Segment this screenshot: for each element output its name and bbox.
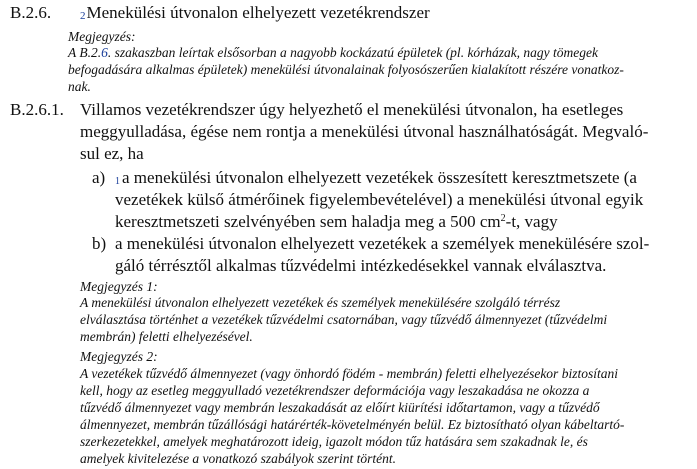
section-number: B.2.6. [10, 3, 52, 22]
note-2-label: Megjegyzés 2: [80, 349, 158, 364]
note-text-post: . szakaszban leírtak elsősorban a nagyobb kockázatú épületek (pl. kórházak, nagy tömegek [107, 45, 599, 60]
item-a-line-1 [115, 168, 637, 188]
note-2-line-5: szerkezetekkel, amelyek meghatározott ideig, igazolt módon tűz hatására sem szakadnak le, és [80, 434, 588, 449]
item-a-superscript: 2 [500, 213, 506, 224]
section-title-text: Menekülési útvonalon elhelyezett vezetékrendszer [86, 3, 430, 22]
item-a-marker: a) [92, 168, 106, 187]
item-a-line-3-pre: keresztmetszeti szelvényében sem haladja meg a 500 cm [115, 212, 501, 231]
note-2-line-3: tűzvédő álmennyezet vagy membrán leszakadását az előírt kiürítési időtartamon, vagy a tűzvédő [80, 400, 600, 415]
item-b-line-1: a menekülési útvonalon elhelyezett vezetékek a személyek menekülésére szol- [115, 234, 650, 253]
note-text-pre: A B.2. [68, 45, 102, 60]
note-1-line-2: elválasztása történhet a vezetékek tűzvédelmi csatornában, vagy tűzvédő álmennyezet (tűzvédelmi [80, 312, 608, 327]
section-note-label: Megjegyzés: [68, 29, 136, 44]
note-1-line-1: A menekülési útvonalon elhelyezett vezetékek és személyek menekülésére szolgáló térrész [80, 295, 561, 310]
section-note-line-2: befogadására alkalmas épületek) menekülési útvonalainak folyosószerűen kialakított részére vonatkoz- [68, 62, 624, 77]
item-b-line-2: gáló térrésztől alkalmas tűzvédelmi intézkedésekkel vannak elválasztva. [115, 256, 607, 275]
item-b-marker: b) [92, 234, 107, 253]
section-note-line-3: nak. [68, 79, 91, 94]
subsection-line-2: meggyulladása, égése nem rontja a menekülési útvonal használhatóságát. Megvaló- [80, 122, 649, 141]
item-a-sub-marker: 1 [115, 176, 120, 187]
note-2-line-1: A vezetékek tűzvédő álmennyezet (vagy önhordó födém - membrán) feletti elhelyezésekor biztosítani [80, 366, 618, 381]
section-title-prefix: 2 [80, 10, 86, 22]
section-reference-link[interactable]: 6 [101, 45, 108, 60]
item-a-line-2: vezetékek külső átmérőinek figyelembevételével) a menekülési útvonal egyik [115, 190, 644, 209]
item-a-line-1-text: a menekülési útvonalon elhelyezett vezetékek összesített keresztmetszete (a [122, 168, 637, 187]
item-a-line-3-post: -t, vagy [505, 212, 558, 231]
note-2-line-6: amelyek kivitelezése a vonatkozó szabályok szerint történt. [80, 451, 397, 466]
subsection-line-3: sul ez, ha [80, 144, 144, 163]
section-note-line-1 [68, 45, 598, 61]
subsection-line-1: Villamos vezetékrendszer úgy helyezhető el menekülési útvonalon, ha esetleges [80, 100, 624, 119]
section-title [80, 3, 430, 23]
note-2-line-4: álmennyezet, membrán tűzállósági határérték-követelményén belül. Ez biztosítható olyan kábeltartó- [80, 417, 625, 432]
note-2-line-2: kell, hogy az esetleg meggyulladó vezetékrendszer deformációja vagy leszakadása ne okozza a [80, 383, 590, 398]
subsection-number: B.2.6.1. [10, 100, 64, 119]
note-1-label: Megjegyzés 1: [80, 279, 158, 294]
item-a-line-3 [115, 212, 558, 232]
note-1-line-3: membrán) feletti elhelyezésével. [80, 329, 253, 344]
